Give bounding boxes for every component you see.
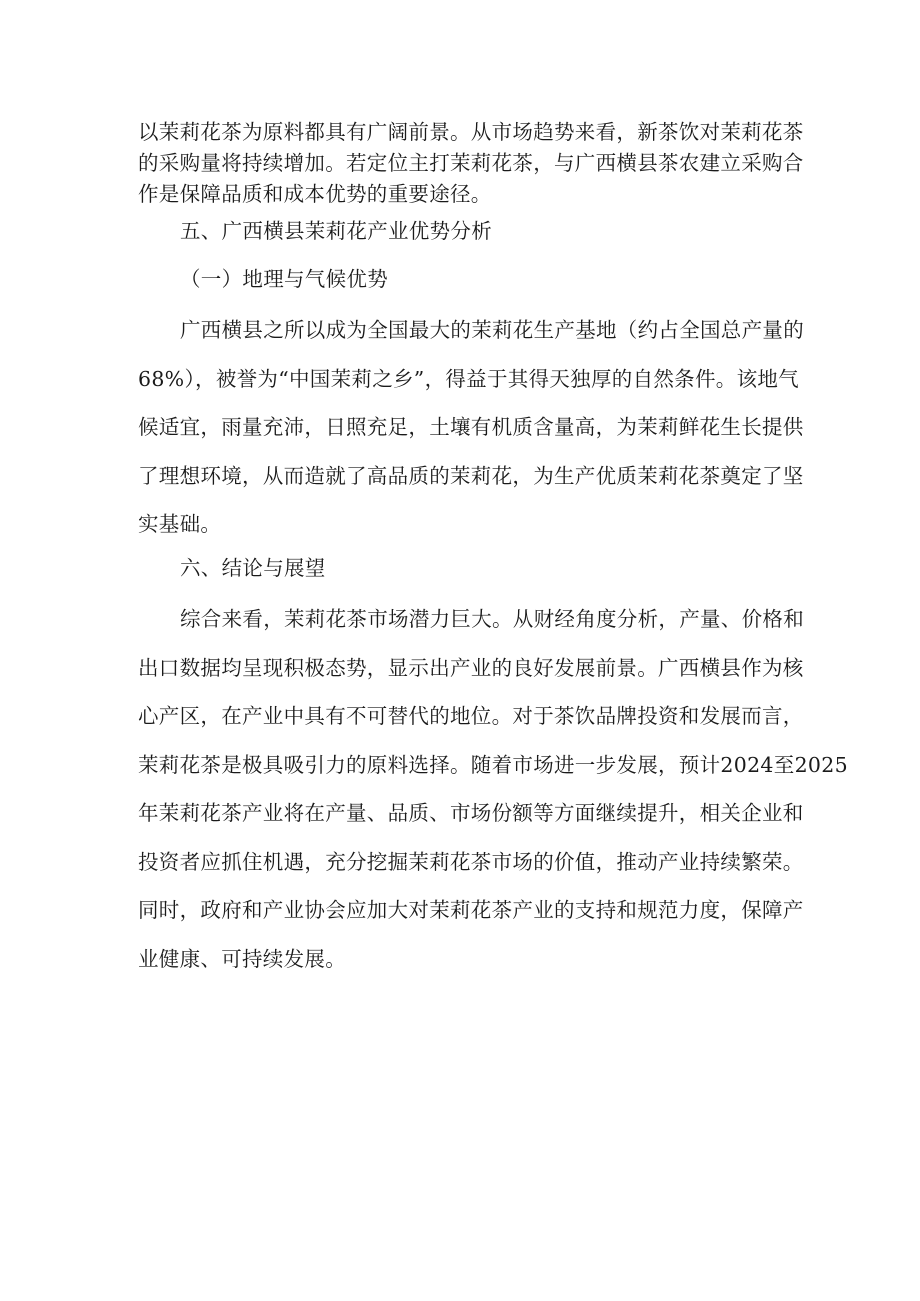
paragraph-line: 实基础。 (138, 512, 222, 536)
paragraph-line: 同时，政府和产业协会应加大对茉莉花茶产业的支持和规范力度，保障产 (138, 898, 804, 922)
paragraph-line: 业健康、可持续发展。 (138, 946, 346, 971)
paragraph-line: 出口数据均呈现积极态势，显示出产业的良好发展前景。广西横县作为核 (138, 655, 804, 680)
subsection-heading-5-1: （一）地理与气候优势 (180, 267, 388, 291)
paragraph-line: 广西横县之所以成为全国最大的茉莉花生产基地（约占全国总产量的 (180, 318, 804, 342)
intro-line: 以茉莉花茶为原料都具有广阔前景。从市场趋势来看，新茶饮对茉莉花茶 (138, 120, 804, 144)
intro-line: 的采购量将持续增加。若定位主打茉莉花茶，与广西横县茶农建立采购合 (138, 151, 804, 175)
paragraph-line: 候适宜，雨量充沛，日照充足，土壤有机质含量高，为茉莉鲜花生长提供 (138, 415, 804, 439)
paragraph-line: 年茉莉花茶产业将在产量、品质、市场份额等方面继续提升，相关企业和 (138, 801, 804, 825)
intro-paragraph (138, 117, 804, 210)
subsection-paragraph-5-1 (138, 306, 804, 549)
section-heading-6: 六、结论与展望 (180, 556, 326, 580)
paragraph-line: 茉莉花茶是极具吸引力的原料选择。随着市场进一步发展，预计2024至2025 (138, 752, 848, 777)
paragraph-line: 心产区，在产业中具有不可替代的地位。对于茶饮品牌投资和发展而言， (138, 704, 804, 728)
section-paragraph-6 (138, 595, 848, 983)
intro-line: 作是保障品质和成本优势的重要途径。 (138, 182, 492, 206)
paragraph-line: 了理想环境，从而造就了高品质的茉莉花，为生产优质茉莉花茶奠定了坚 (138, 463, 804, 488)
paragraph-line: 综合来看，茉莉花茶市场潜力巨大。从财经角度分析，产量、价格和 (180, 607, 804, 631)
section-heading-5: 五、广西横县茉莉花产业优势分析 (180, 219, 492, 243)
paragraph-line: 68%），被誉为“中国茉莉之乡”，得益于其得天独厚的自然条件。该地气 (138, 366, 799, 391)
paragraph-line: 投资者应抓住机遇，充分挖掘茉莉花茶市场的价值，推动产业持续繁荣。 (138, 849, 804, 874)
